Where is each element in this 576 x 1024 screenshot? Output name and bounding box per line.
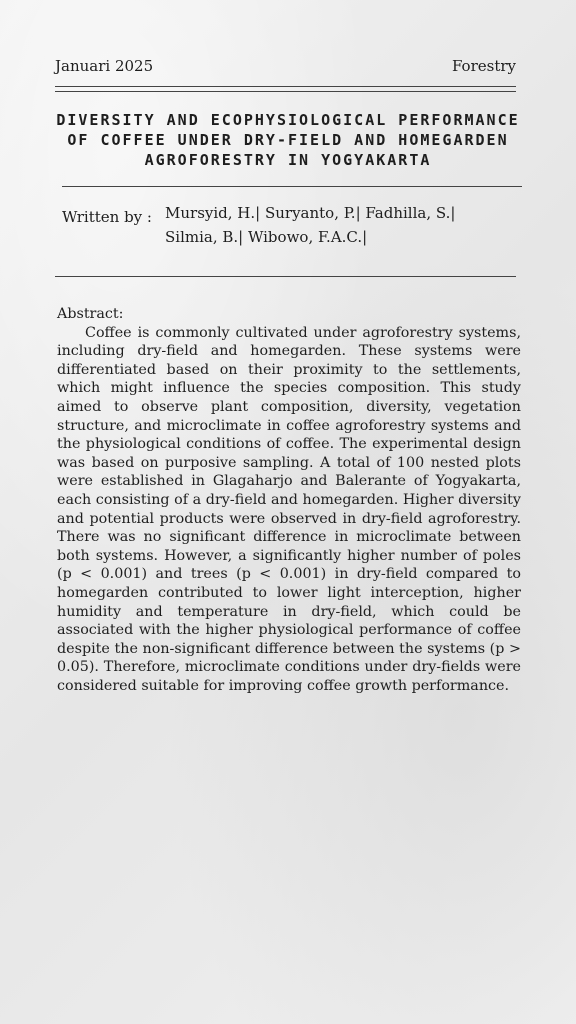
byline-divider xyxy=(55,276,516,277)
title-divider xyxy=(62,186,522,187)
authors-line-2: Silmia, B.| Wibowo, F.A.C.| xyxy=(165,228,368,246)
issue-date: Januari 2025 xyxy=(55,57,154,75)
header xyxy=(55,57,516,75)
abstract-body: Coffee is commonly cultivated under agroforestry systems, including dry-field and homegarden. These systems were differentiated based on their proximity to the settlements, which might influence the species composition. This study aimed to observe plant composition, diversity, vegetation structure, and microclimate in coffee agroforestry systems and the physiological conditions of coffee. The experimental design was based on purposive sampling. A total of 100 nested plots were established in Glagaharjo and Balerante of Yogyakarta, each consisting of a dry-field and homegarden. Higher diversity and potential products were observed in dry-field agroforestry. There was no significant difference in microclimate between both systems. However, a significantly higher number of poles (p < 0.001) and trees (p < 0.001) in dry-field compared to homegarden contributed to lower light interception, higher humidity and temperature in dry-field, which could be associated with the higher physiological performance of coffee despite the non-significant difference between the systems (p > 0.05). Therefore, microclimate conditions under dry-fields were considered suitable for improving coffee growth performance. xyxy=(57,324,521,694)
header-rule-bottom xyxy=(55,91,516,92)
category-label: Forestry xyxy=(451,57,516,75)
author-list xyxy=(165,201,495,249)
article-title: DIVERSITY AND ECOPHYSIOLOGICAL PERFORMANCE OF COFFEE UNDER DRY-FIELD AND HOMEGARDEN AGROFORESTRY IN YOGYAKARTA xyxy=(56,111,520,169)
abstract-label: Abstract: xyxy=(57,306,124,322)
header-rule-top xyxy=(55,86,516,87)
authors-line-1: Mursyid, H.| Suryanto, P.| Fadhilla, S.| xyxy=(165,204,456,222)
written-by-label: Written by : xyxy=(62,208,152,226)
abstract-section xyxy=(57,305,521,695)
